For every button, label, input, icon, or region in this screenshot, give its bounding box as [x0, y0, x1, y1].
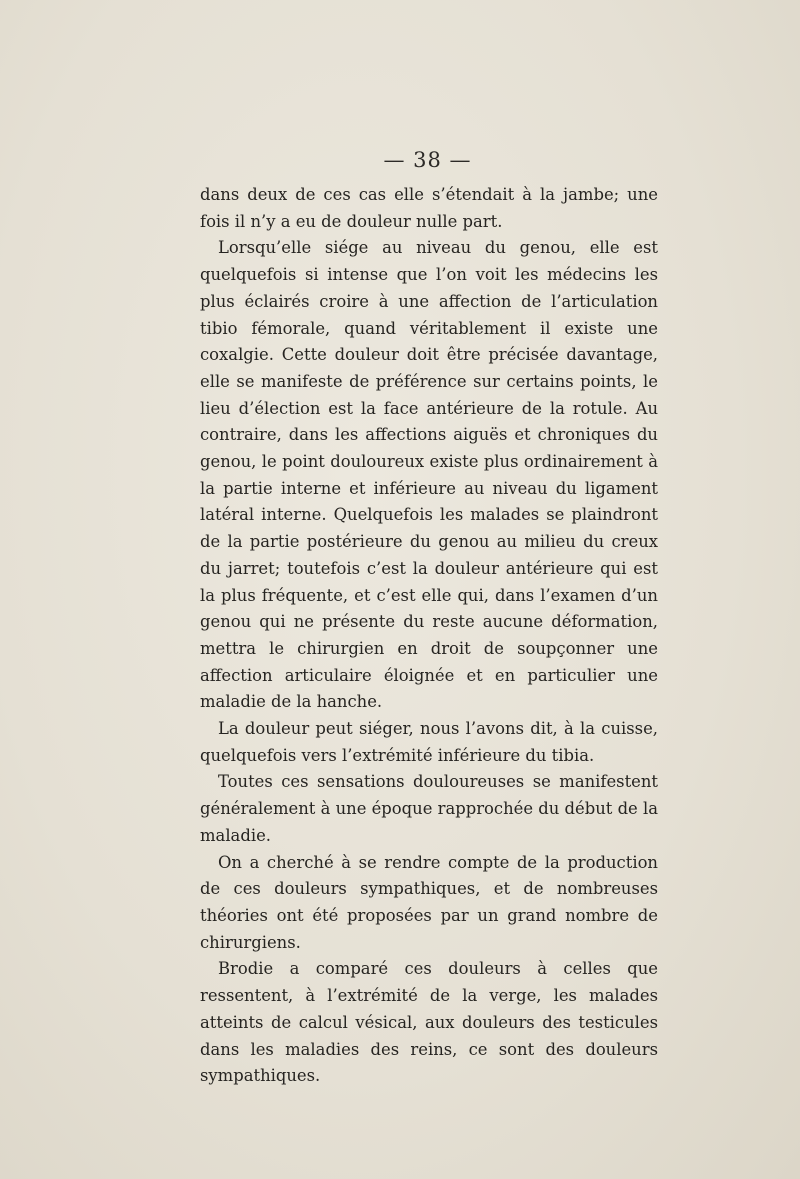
- paragraph-4: Toutes ces sensations douloureuses se manifestent généralement à une époque rapprochée du début de la maladie.: [200, 772, 658, 845]
- paragraph-6: Brodie a comparé ces douleurs à celles que ressentent, à l’extrémité de la verge, les malades atteints de calcul vésical, aux douleurs des testicules dans les maladies des reins, ce sont des douleurs sympathiques.: [200, 959, 658, 1086]
- body-text: [200, 182, 658, 1090]
- paragraph-3: La douleur peut siéger, nous l’avons dit, à la cuisse, quelquefois vers l’extrémité inférieure du tibia.: [200, 719, 658, 765]
- paragraph-5: On a cherché à se rendre compte de la production de ces douleurs sympathiques, et de nombreuses théories ont été proposées par un grand nombre de chirurgiens.: [200, 852, 658, 952]
- page-number: — 38 —: [383, 148, 472, 172]
- paragraph-2: Lorsqu’elle siége au niveau du genou, elle est quelquefois si intense que l’on voit les médecins les plus éclairés croire à une affection de l’articulation tibio fémorale, quand véritablement il existe une coxalgie. Cette douleur doit être précisée davantage, elle se manifeste de préférence sur certains points, le lieu d’élection est la face antérieure de la rotule. Au contraire, dans les affections aiguës et chroniques du genou, le point douloureux existe plus ordinairement à la partie interne et inférieure au niveau du ligament latéral interne. Quelquefois les malades se plaindront de la partie postérieure du genou au milieu du creux du jarret; toutefois c’est la douleur antérieure qui est la plus fréquente, et c’est elle qui, dans l’examen d’un genou qui ne présente du reste aucune déformation, mettra le chirurgien en droit de soupçonner une affection articulaire éloignée et en particulier une maladie de la hanche.: [200, 238, 658, 712]
- paragraph-1: dans deux de ces cas elle s’étendait à la jambe; une fois il n’y a eu de douleur nulle part.: [200, 185, 658, 231]
